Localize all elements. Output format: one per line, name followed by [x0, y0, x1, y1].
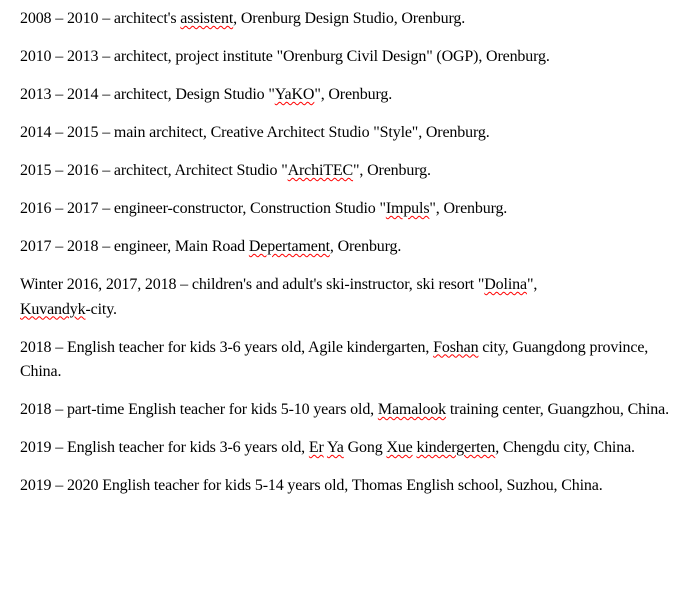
employment-entry-8 — [20, 273, 670, 322]
entry-text: 2018 – English teacher for kids 3-6 years old, Agile kindergarten, — [20, 338, 434, 356]
entry-text: 2017 – 2018 – engineer, Main Road — [20, 238, 249, 255]
document-body — [20, 7, 670, 499]
entry-text: 2015 – 2016 – architect, Architect Studio " — [20, 162, 288, 179]
employment-entry-12 — [20, 474, 670, 499]
misspelled-word[interactable]: Xue — [386, 439, 413, 456]
employment-entry-4 — [20, 121, 670, 146]
entry-text: , Orenburg. — [329, 238, 402, 255]
misspelled-word[interactable]: Depertament — [248, 238, 330, 255]
employment-entry-9 — [20, 336, 670, 385]
entry-text: training center, Guangzhou, China. — [446, 401, 669, 418]
entry-text: 2008 – 2010 – architect's — [20, 10, 181, 27]
employment-entry-3 — [20, 83, 670, 108]
entry-text: , Chengdu city, China. — [495, 439, 635, 456]
entry-text: Gong — [343, 439, 387, 456]
misspelled-word[interactable]: Mamalook — [377, 401, 446, 418]
entry-text: city, Guangdong province, China. — [20, 338, 649, 380]
entry-text: 2018 – part-time English teacher for kids 5-10 years old, — [20, 401, 378, 418]
entry-text: 2019 – English teacher for kids 3-6 years old, — [20, 439, 309, 456]
employment-entry-1 — [20, 7, 670, 32]
misspelled-word[interactable]: Dolina — [484, 276, 527, 293]
misspelled-word[interactable]: Kuvandyk — [20, 300, 86, 318]
misspelled-word[interactable]: Er — [308, 439, 324, 456]
entry-text: 2010 – 2013 – architect, project institute "Orenburg Civil Design" (OGP), Orenburg. — [20, 48, 550, 65]
misspelled-word[interactable]: Foshan — [433, 338, 479, 356]
misspelled-word[interactable]: assistent — [180, 10, 234, 27]
misspelled-word[interactable]: Impuls — [385, 200, 430, 217]
entry-text: ", Orenburg. — [314, 86, 393, 103]
entry-text: 2019 – 2020 English teacher for kids 5-14 years old, Thomas English school, Suzhou, China. — [20, 477, 603, 494]
entry-text: -city. — [85, 300, 117, 318]
misspelled-word[interactable]: YaKO — [274, 86, 315, 103]
entry-text: ", Orenburg. — [353, 162, 431, 179]
employment-entry-5 — [20, 159, 670, 184]
misspelled-word[interactable]: kindergerten — [416, 439, 496, 456]
employment-entry-6 — [20, 197, 670, 222]
employment-entry-2 — [20, 45, 670, 70]
entry-text: ", Orenburg. — [429, 200, 508, 217]
employment-entry-10 — [20, 398, 670, 423]
employment-entry-7 — [20, 235, 670, 260]
misspelled-word[interactable]: Ya — [326, 439, 344, 456]
entry-text: ", — [526, 276, 538, 293]
misspelled-word[interactable]: ArchiTEC — [287, 162, 354, 179]
entry-text: 2014 – 2015 – main architect, Creative Architect Studio "Style", Orenburg. — [20, 124, 490, 141]
entry-text: 2013 – 2014 – architect, Design Studio " — [20, 86, 275, 103]
entry-text: , Orenburg Design Studio, Orenburg. — [233, 10, 466, 27]
entry-text: 2016 – 2017 – engineer-constructor, Construction Studio " — [20, 200, 386, 217]
entry-text: Winter 2016, 2017, 2018 – children's and adult's ski-instructor, ski resort " — [20, 276, 485, 293]
employment-entry-11 — [20, 436, 670, 461]
